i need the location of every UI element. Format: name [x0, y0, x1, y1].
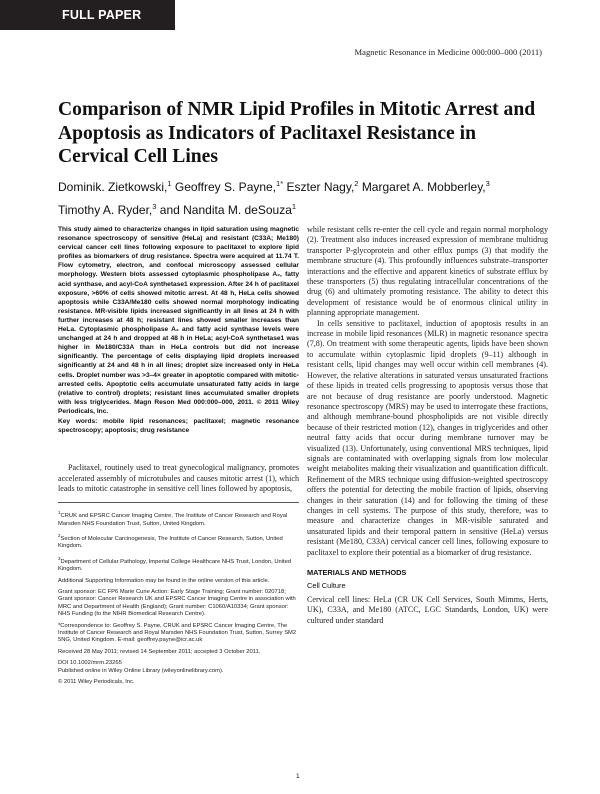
- abstract: This study aimed to characterize changes in lipid saturation using magnetic resonance spectroscopy of sensitive (HeLa) and resistant (C33A; Me180) cervical cancer cell lines following exposure to paclitaxel to explore lipid profiles as biomarkers of drug resistance. Spectra were acquired at 11.74 T. Flow cytometry, electron, and confocal microscopy assessed cellular morphology. Western blots assessed cytoplasmic phospholipase A₂, fatty acid synthase, and acyl-CoA synthetase1 expression. After 24 h of paclitaxel exposure, >60% of cells showed mitotic arrest. At 48 h, HeLa cells showed apoptosis while C33A/Me180 cells showed normal morphology indicating resistance. MR-visible lipids increased significantly in all lines at 24 h with further increases at 48 h; resistant lines showed smaller increases than HeLa. Cytoplasmic phospholipase A₂ and fatty acid synthase levels were unchanged at 24 h and dropped at 48 h in HeLa; acyl-CoA synthetase1 was higher in Me180/C33A than in HeLa controls but did not increase significantly. The percentage of cells displaying lipid droplets increased significantly at 24 and 48 h in all lines; droplet size increased only in HeLa cells. Droplet number was >3–4× greater in apoptotic compared with mitotic-arrested cells. Apoptotic cells accumulate unsaturated fatty acids in large (relative to control) droplets; resistant lines accumulated smaller droplets with less triglycerides. Magn Reson Med 000:000–000, 2011. © 2011 Wiley Periodicals, Inc.: [58, 226, 299, 415]
- keywords: [58, 417, 299, 435]
- author: Dominik. Zietkowski,$^1$: [58, 179, 172, 194]
- author: and Nandita M. deSouza$^1$: [159, 202, 297, 217]
- right-column: [307, 225, 548, 626]
- paper-type-banner: FULL PAPER: [0, 0, 175, 30]
- keywords-label: Key words:: [58, 417, 98, 425]
- author: Timothy A. Ryder,$^3$: [58, 202, 157, 217]
- page-number: 1: [296, 773, 300, 780]
- left-column: [58, 225, 299, 690]
- footnote-grants: Grant sponsor: EC FP6 Marie Curie Action: Early Stage Training; Grant number: 020718; Grant sponsor: Cancer Research UK and EPSRC Cancer Imaging Centre in association with MRC and Department of Health (England); Grant number: C1060/A10334; Grant sponsor: NHS Funding (to the NIHR Biomedical Research Centre).: [58, 588, 296, 618]
- body-paragraph: while resistant cells re-enter the cell cycle and regain normal morphology (2). Treatment also induces increased expression of membrane multidrug transporter P-glycoprotein and other efflux pumps (3) that modify the membrane structure (4). This profoundly influences substrate–transporter interactions and the effective and apparent kinetics of substrate efflux by these transporters (5) thus regulating intracellular concentrations of the drug (6) and ultimately promoting resistance. The ability to detect this development of resistance would be of enormous clinical utility in planning appropriate management.: [307, 225, 548, 318]
- footnote-doi: DOI 10.1002/mrm.23265 Published online in Wiley Online Library (wileyonlinelibrary.com).: [58, 660, 224, 674]
- footnote-correspondence: *Correspondence to: Geoffrey S. Payne, CRUK and EPSRC Cancer Imaging Centre, The Institute of Cancer Research and Royal Marsden NHS Foundation Trust, Sutton, Surrey SM2 5NG, United Kingdom. E-mail: geoffrey.payne@icr.ac.uk: [58, 622, 297, 644]
- keywords-text: mobile lipid resonances; paclitaxel; magnetic resonance spectroscopy; apoptosis; drug resistance: [58, 417, 299, 435]
- intro-paragraph: Paclitaxel, routinely used to treat gynecological malignancy, promotes accelerated assembly of microtubules and causes mitotic arrest (1), which leads to mitotic catastrophe in sensitive cell lines followed by apoptosis,: [58, 463, 299, 493]
- author: Eszter Nagy,$^2$: [286, 179, 359, 194]
- footnote-affiliation-2: $^2$Section of Molecular Carcinogenesis, The Institute of Cancer Research, Sutton, United Kingdom.: [58, 533, 283, 550]
- footnote-affiliation-1: $^1$CRUK and EPSRC Cancer Imaging Centre, The Institute of Cancer Research and Royal Marsden NHS Foundation Trust, Sutton, United Kingdom.: [58, 510, 288, 527]
- footnote-dates: Received 28 May 2011; revised 14 September 2011; accepted 3 October 2011.: [58, 648, 261, 655]
- section-heading: MATERIALS AND METHODS: [307, 568, 407, 577]
- author: Geoffrey S. Payne,$^{1*}$: [174, 179, 284, 194]
- footnote-copyright: © 2011 Wiley Periodicals, Inc.: [58, 679, 135, 686]
- footnotes: [58, 502, 299, 686]
- body-paragraph: In cells sensitive to paclitaxel, induction of apoptosis results in an increase in mobile lipid resonances (MLR) in magnetic resonance spectra (7,8). On treatment with some therapeutic agents, lipids have been shown to accumulate within cytoplasmic lipid droplets (9–11) although in resistant cells, lipid changes may well occur within cell membranes (4). However, the relative alterations in saturated versus unsaturated fractions of these lipids in treated cells progressing to apoptosis versus those that are not because of drug resistance are poorly understood. Magnetic resonance spectroscopy (MRS) may be used to interrogate these fractions, and although membrane-bound phospholipids are not visible directly because of their restricted motion (12), changes in triglycerides and other neutral fatty acids that occur during membrane turnover may be visualized (13). Unfortunately, using conventional MRS techniques, lipid signals are contaminated with overlapping signals from low molecular weight metabolites making their visualization and quantification difficult. Refinement of the MRS technique using diffusion-weighted spectroscopy offers the potential for detecting the mobile fraction of lipids, observing changes in their saturation (14) and for following the timing of these changes in cell systems. The purpose of this study, therefore, was to measure and characterize changes in MR-visible saturated and unsaturated lipids and their temporal pattern in sensitive (HeLa) versus resistant (Me180, C33A) cervical cancer cell lines, following exposure to paclitaxel to explore their potential as a biomarker of drug resistance.: [307, 318, 548, 557]
- paper-title: Comparison of NMR Lipid Profiles in Mitotic Arrest and Apoptosis as Indicators of Paclitaxel Resistance in Cervical Cell Lines: [58, 99, 536, 167]
- author-list: [58, 174, 558, 220]
- journal-citation: Magnetic Resonance in Medicine 000:000–000 (2011): [354, 47, 542, 57]
- subsection-heading: Cell Culture: [307, 581, 346, 590]
- footnote-affiliation-3: $^3$Department of Cellular Pathology, Imperial College Healthcare NHS Trust, London, United Kingdom.: [58, 555, 292, 573]
- body-paragraph: Cervical cell lines: HeLa (CR UK Cell Services, South Mimms, Herts, UK), C33A, and Me180 (ATCC, LGC Standards, London, UK) were cultured under standard: [307, 595, 548, 625]
- author: Margaret A. Mobberley,$^3$: [361, 179, 490, 194]
- footnote-supporting-info: Additional Supporting Information may be found in the online version of this article.: [58, 577, 270, 584]
